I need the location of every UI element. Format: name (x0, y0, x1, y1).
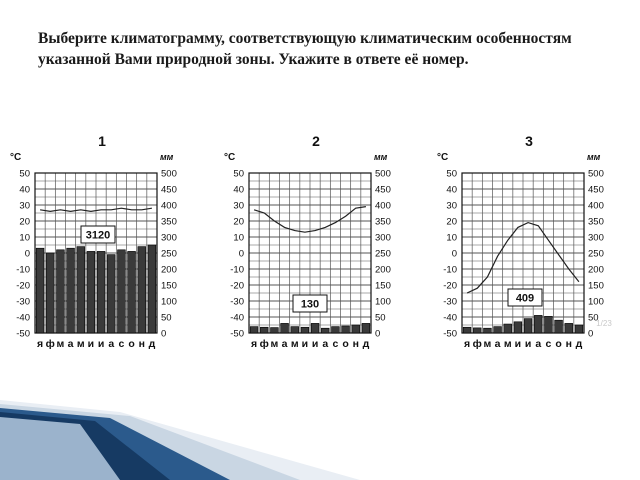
precip-bar (332, 327, 340, 333)
precip-bar (36, 248, 44, 333)
month-label: и (524, 338, 532, 350)
month-label: м (270, 338, 279, 350)
precip-bar (46, 253, 54, 333)
precip-bar (342, 326, 350, 333)
precip-tick-label: 300 (161, 232, 177, 244)
precip-bar (118, 250, 126, 333)
precip-tick-label: 350 (375, 216, 391, 228)
precip-bar (271, 328, 279, 333)
precip-bar (87, 251, 95, 333)
precip-bar (148, 245, 156, 333)
precip-bar (575, 325, 583, 333)
precip-bar (107, 255, 115, 333)
temp-tick-label: -30 (443, 296, 457, 308)
precip-tick-label: 100 (161, 296, 177, 308)
temp-tick-label: -50 (443, 328, 457, 340)
temp-tick-label: -20 (230, 280, 244, 292)
precip-tick-label: 450 (375, 184, 391, 196)
month-label: ф (472, 338, 482, 350)
precip-tick-label: 100 (588, 296, 604, 308)
temp-tick-label: 10 (446, 232, 457, 244)
month-label: о (128, 338, 135, 350)
precip-tick-label: 200 (375, 264, 391, 276)
precip-bar (321, 328, 329, 333)
question-title: Выберите климатограмму, соответствующую климатическим особенностям указанной Вами природной зоны. Укажите в ответе её номер. (38, 30, 572, 68)
temp-tick-label: 40 (233, 184, 244, 196)
precip-bar (362, 323, 370, 333)
temp-tick-label: -30 (16, 296, 30, 308)
precip-bar (473, 328, 481, 333)
precip-bar (534, 315, 542, 333)
month-label: м (483, 338, 492, 350)
month-label: н (352, 338, 359, 350)
month-label: н (565, 338, 572, 350)
temp-tick-label: 20 (19, 216, 30, 228)
precip-tick-label: 100 (375, 296, 391, 308)
month-label: а (535, 338, 542, 350)
month-label: и (97, 338, 105, 350)
precip-bar (494, 327, 502, 333)
chart-number: 2 (312, 133, 320, 149)
temp-tick-label: 0 (451, 248, 457, 260)
precip-tick-label: 150 (588, 280, 604, 292)
precip-tick-label: 200 (161, 264, 177, 276)
precip-bar (138, 247, 146, 333)
temp-tick-label: 0 (238, 248, 244, 260)
precip-bar (311, 323, 319, 333)
precip-bar (565, 323, 573, 333)
precip-bar (514, 322, 522, 333)
month-label: и (87, 338, 95, 350)
temp-tick-label: -40 (443, 312, 457, 324)
precip-bar (504, 324, 512, 333)
precip-tick-label: 400 (588, 200, 604, 212)
month-label: и (301, 338, 309, 350)
temp-tick-label: 10 (233, 232, 244, 244)
month-label: м (290, 338, 299, 350)
temp-tick-label: -50 (16, 328, 30, 340)
precip-tick-label: 150 (161, 280, 177, 292)
annual-precip-value: 3120 (85, 229, 111, 242)
precip-unit-label: мм (587, 152, 601, 162)
precip-tick-label: 400 (375, 200, 391, 212)
temp-tick-label: 40 (19, 184, 30, 196)
month-label: м (76, 338, 85, 350)
month-label: д (575, 338, 583, 350)
month-label: с (332, 338, 339, 350)
month-label: а (322, 338, 329, 350)
precip-bar (463, 327, 471, 333)
month-label: м (503, 338, 512, 350)
temp-tick-label: 20 (233, 216, 244, 228)
temp-tick-label: 50 (446, 168, 457, 180)
precip-bar (301, 327, 309, 333)
temp-tick-label: 30 (446, 200, 457, 212)
chart-number: 1 (98, 133, 106, 149)
temp-tick-label: 20 (446, 216, 457, 228)
month-label: о (555, 338, 562, 350)
precip-bar (352, 325, 360, 333)
temp-tick-label: 50 (19, 168, 30, 180)
precip-tick-label: 0 (375, 328, 381, 340)
temp-unit-label: °C (10, 152, 22, 163)
month-label: я (464, 338, 471, 350)
precip-tick-label: 350 (588, 216, 604, 228)
precip-unit-label: мм (160, 152, 174, 162)
month-label: а (494, 338, 501, 350)
month-label: д (148, 338, 156, 350)
month-label: а (67, 338, 74, 350)
precip-tick-label: 0 (161, 328, 167, 340)
precip-tick-label: 50 (588, 312, 599, 324)
precip-tick-label: 0 (588, 328, 594, 340)
month-label: я (251, 338, 258, 350)
precip-bar (524, 319, 532, 333)
precip-bar (128, 251, 136, 333)
month-label: с (545, 338, 552, 350)
month-label: ф (45, 338, 55, 350)
temp-tick-label: -40 (16, 312, 30, 324)
precip-tick-label: 250 (161, 248, 177, 260)
precip-tick-label: 500 (588, 168, 604, 180)
temp-tick-label: -20 (443, 280, 457, 292)
month-label: и (311, 338, 319, 350)
temp-tick-label: 30 (19, 200, 30, 212)
precip-tick-label: 400 (161, 200, 177, 212)
temp-tick-label: -10 (443, 264, 457, 276)
precip-tick-label: 50 (161, 312, 172, 324)
month-label: н (138, 338, 145, 350)
chart-number: 3 (525, 133, 533, 149)
temp-tick-label: -10 (230, 264, 244, 276)
precip-tick-label: 450 (588, 184, 604, 196)
precip-bar (67, 248, 75, 333)
annual-precip-value: 130 (300, 298, 320, 311)
month-label: ф (259, 338, 269, 350)
page-watermark: 1/23 (596, 319, 612, 328)
precip-bar (545, 316, 553, 333)
temp-unit-label: °C (437, 152, 449, 163)
temp-tick-label: -30 (230, 296, 244, 308)
precip-bar (291, 327, 299, 333)
month-label: о (342, 338, 349, 350)
precip-tick-label: 150 (375, 280, 391, 292)
precip-bar (260, 327, 268, 333)
precip-tick-label: 500 (161, 168, 177, 180)
temp-tick-label: -40 (230, 312, 244, 324)
precip-tick-label: 450 (161, 184, 177, 196)
precip-bar (484, 328, 492, 333)
precip-tick-label: 300 (375, 232, 391, 244)
month-label: с (118, 338, 125, 350)
temp-tick-label: 10 (19, 232, 30, 244)
temp-unit-label: °C (224, 152, 236, 163)
annual-precip-value: 409 (515, 292, 535, 305)
month-label: и (514, 338, 522, 350)
temp-tick-label: 40 (446, 184, 457, 196)
temp-tick-label: 30 (233, 200, 244, 212)
temp-tick-label: -20 (16, 280, 30, 292)
precip-bar (57, 250, 65, 333)
precip-tick-label: 350 (161, 216, 177, 228)
precip-tick-label: 250 (588, 248, 604, 260)
precip-tick-label: 50 (375, 312, 386, 324)
precip-tick-label: 250 (375, 248, 391, 260)
temp-tick-label: -10 (16, 264, 30, 276)
precip-bar (77, 247, 85, 333)
precip-tick-label: 200 (588, 264, 604, 276)
precip-unit-label: мм (374, 152, 388, 162)
month-label: а (281, 338, 288, 350)
precip-bar (281, 323, 289, 333)
month-label: м (56, 338, 65, 350)
precip-bar (250, 327, 258, 333)
temp-tick-label: 0 (24, 248, 30, 260)
precip-bar (555, 320, 563, 333)
temp-tick-label: 50 (233, 168, 244, 180)
precip-tick-label: 300 (588, 232, 604, 244)
month-label: я (37, 338, 44, 350)
month-label: д (362, 338, 370, 350)
decorative-stripes (0, 390, 640, 480)
precip-tick-label: 500 (375, 168, 391, 180)
month-label: а (108, 338, 115, 350)
precip-bar (97, 251, 105, 333)
temp-tick-label: -50 (230, 328, 244, 340)
